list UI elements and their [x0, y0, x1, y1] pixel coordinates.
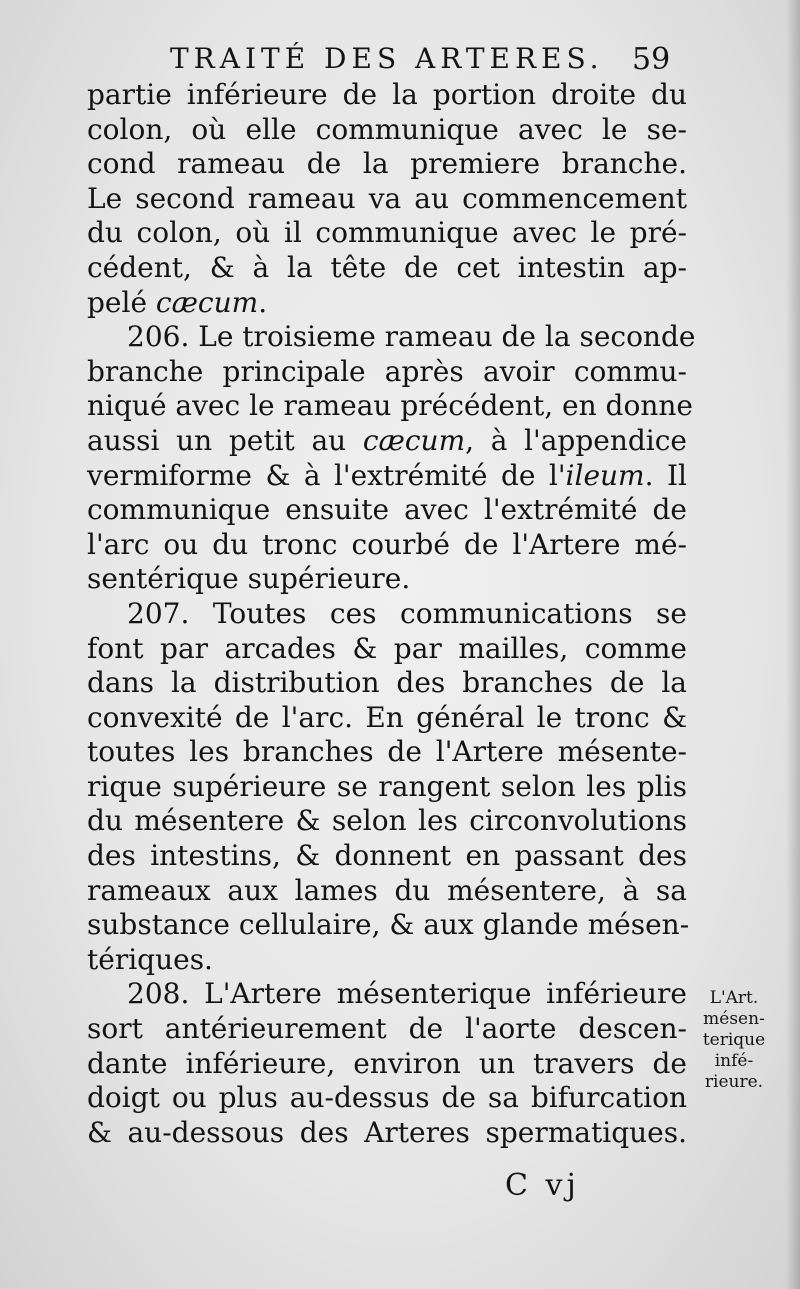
margin-note-line: mésen- — [703, 1009, 765, 1029]
text-line: colon, où elle communique avec le se- — [87, 112, 687, 146]
text-line: convexité de l'arc. En général le tronc & — [87, 700, 687, 734]
text-line: aussi un petit au cæcum, à l'appendice — [87, 423, 687, 457]
running-head: TRAITÉ DES ARTERES. — [170, 42, 604, 75]
text-line: niqué avec le rameau précédent, en donne — [87, 389, 693, 423]
text-line: des intestins, & donnent en passant des — [87, 839, 687, 873]
margin-note-line: terique — [702, 1030, 766, 1050]
text-line: substance cellulaire, & aux glande mésen- — [87, 908, 690, 942]
page-edge-shadow — [786, 0, 800, 1289]
text-line: pelé cæcum. — [87, 285, 268, 319]
paragraph-208-start: 208. L'Artere mésenterique inférieure — [127, 977, 687, 1011]
text-line: toutes les branches de l'Artere mésente- — [87, 735, 687, 769]
text-line: cédent, & à la tête de cet intestin ap- — [87, 250, 687, 284]
text-line: doigt ou plus au-dessus de sa bifurcation — [87, 1081, 687, 1115]
signature-mark: C vj — [505, 1168, 580, 1203]
page-number: 59 — [632, 42, 671, 77]
text-line: sentérique supérieure. — [87, 562, 411, 596]
body-text — [87, 78, 696, 1150]
margin-note — [694, 988, 774, 1093]
text-line: cond rameau de la premiere branche. — [87, 147, 687, 181]
text-line: tériques. — [87, 942, 213, 976]
text-line: l'arc ou du tronc courbé de l'Artere mé- — [87, 527, 687, 561]
text-line: du mésentere & selon les circonvolutions — [87, 804, 687, 838]
text-line: branche principale après avoir commu- — [87, 354, 687, 388]
text-line: du colon, où il communique avec le pré- — [87, 216, 687, 250]
text-line: Le second rameau va au commencement — [87, 181, 687, 215]
text-line: partie inférieure de la portion droite du — [87, 78, 687, 111]
text-line: dante inférieure, environ un travers de — [87, 1046, 687, 1080]
margin-note-line: infé- — [714, 1051, 754, 1071]
text-line: dans la distribution des branches de la — [87, 666, 687, 700]
margin-note-line: L'Art. — [709, 988, 759, 1008]
text-line: rique supérieure se rangent selon les plis — [87, 769, 687, 803]
text-line: font par arcades & par mailles, comme — [87, 631, 687, 665]
paragraph-206-start: 206. Le troisieme rameau de la seconde — [127, 320, 696, 354]
text-line: rameaux aux lames du mésentere, à sa — [87, 873, 687, 907]
text-line: vermiforme & à l'extrémité de l'ileum. Il — [87, 458, 687, 492]
text-line: & au-dessous des Arteres spermatiques. — [87, 1115, 687, 1149]
text-line: sort antérieurement de l'aorte descen- — [87, 1012, 687, 1046]
text-line: communique ensuite avec l'extrémité de — [87, 493, 687, 527]
paragraph-207-start: 207. Toutes ces communications se — [127, 596, 687, 630]
margin-note-line: rieure. — [704, 1072, 764, 1092]
